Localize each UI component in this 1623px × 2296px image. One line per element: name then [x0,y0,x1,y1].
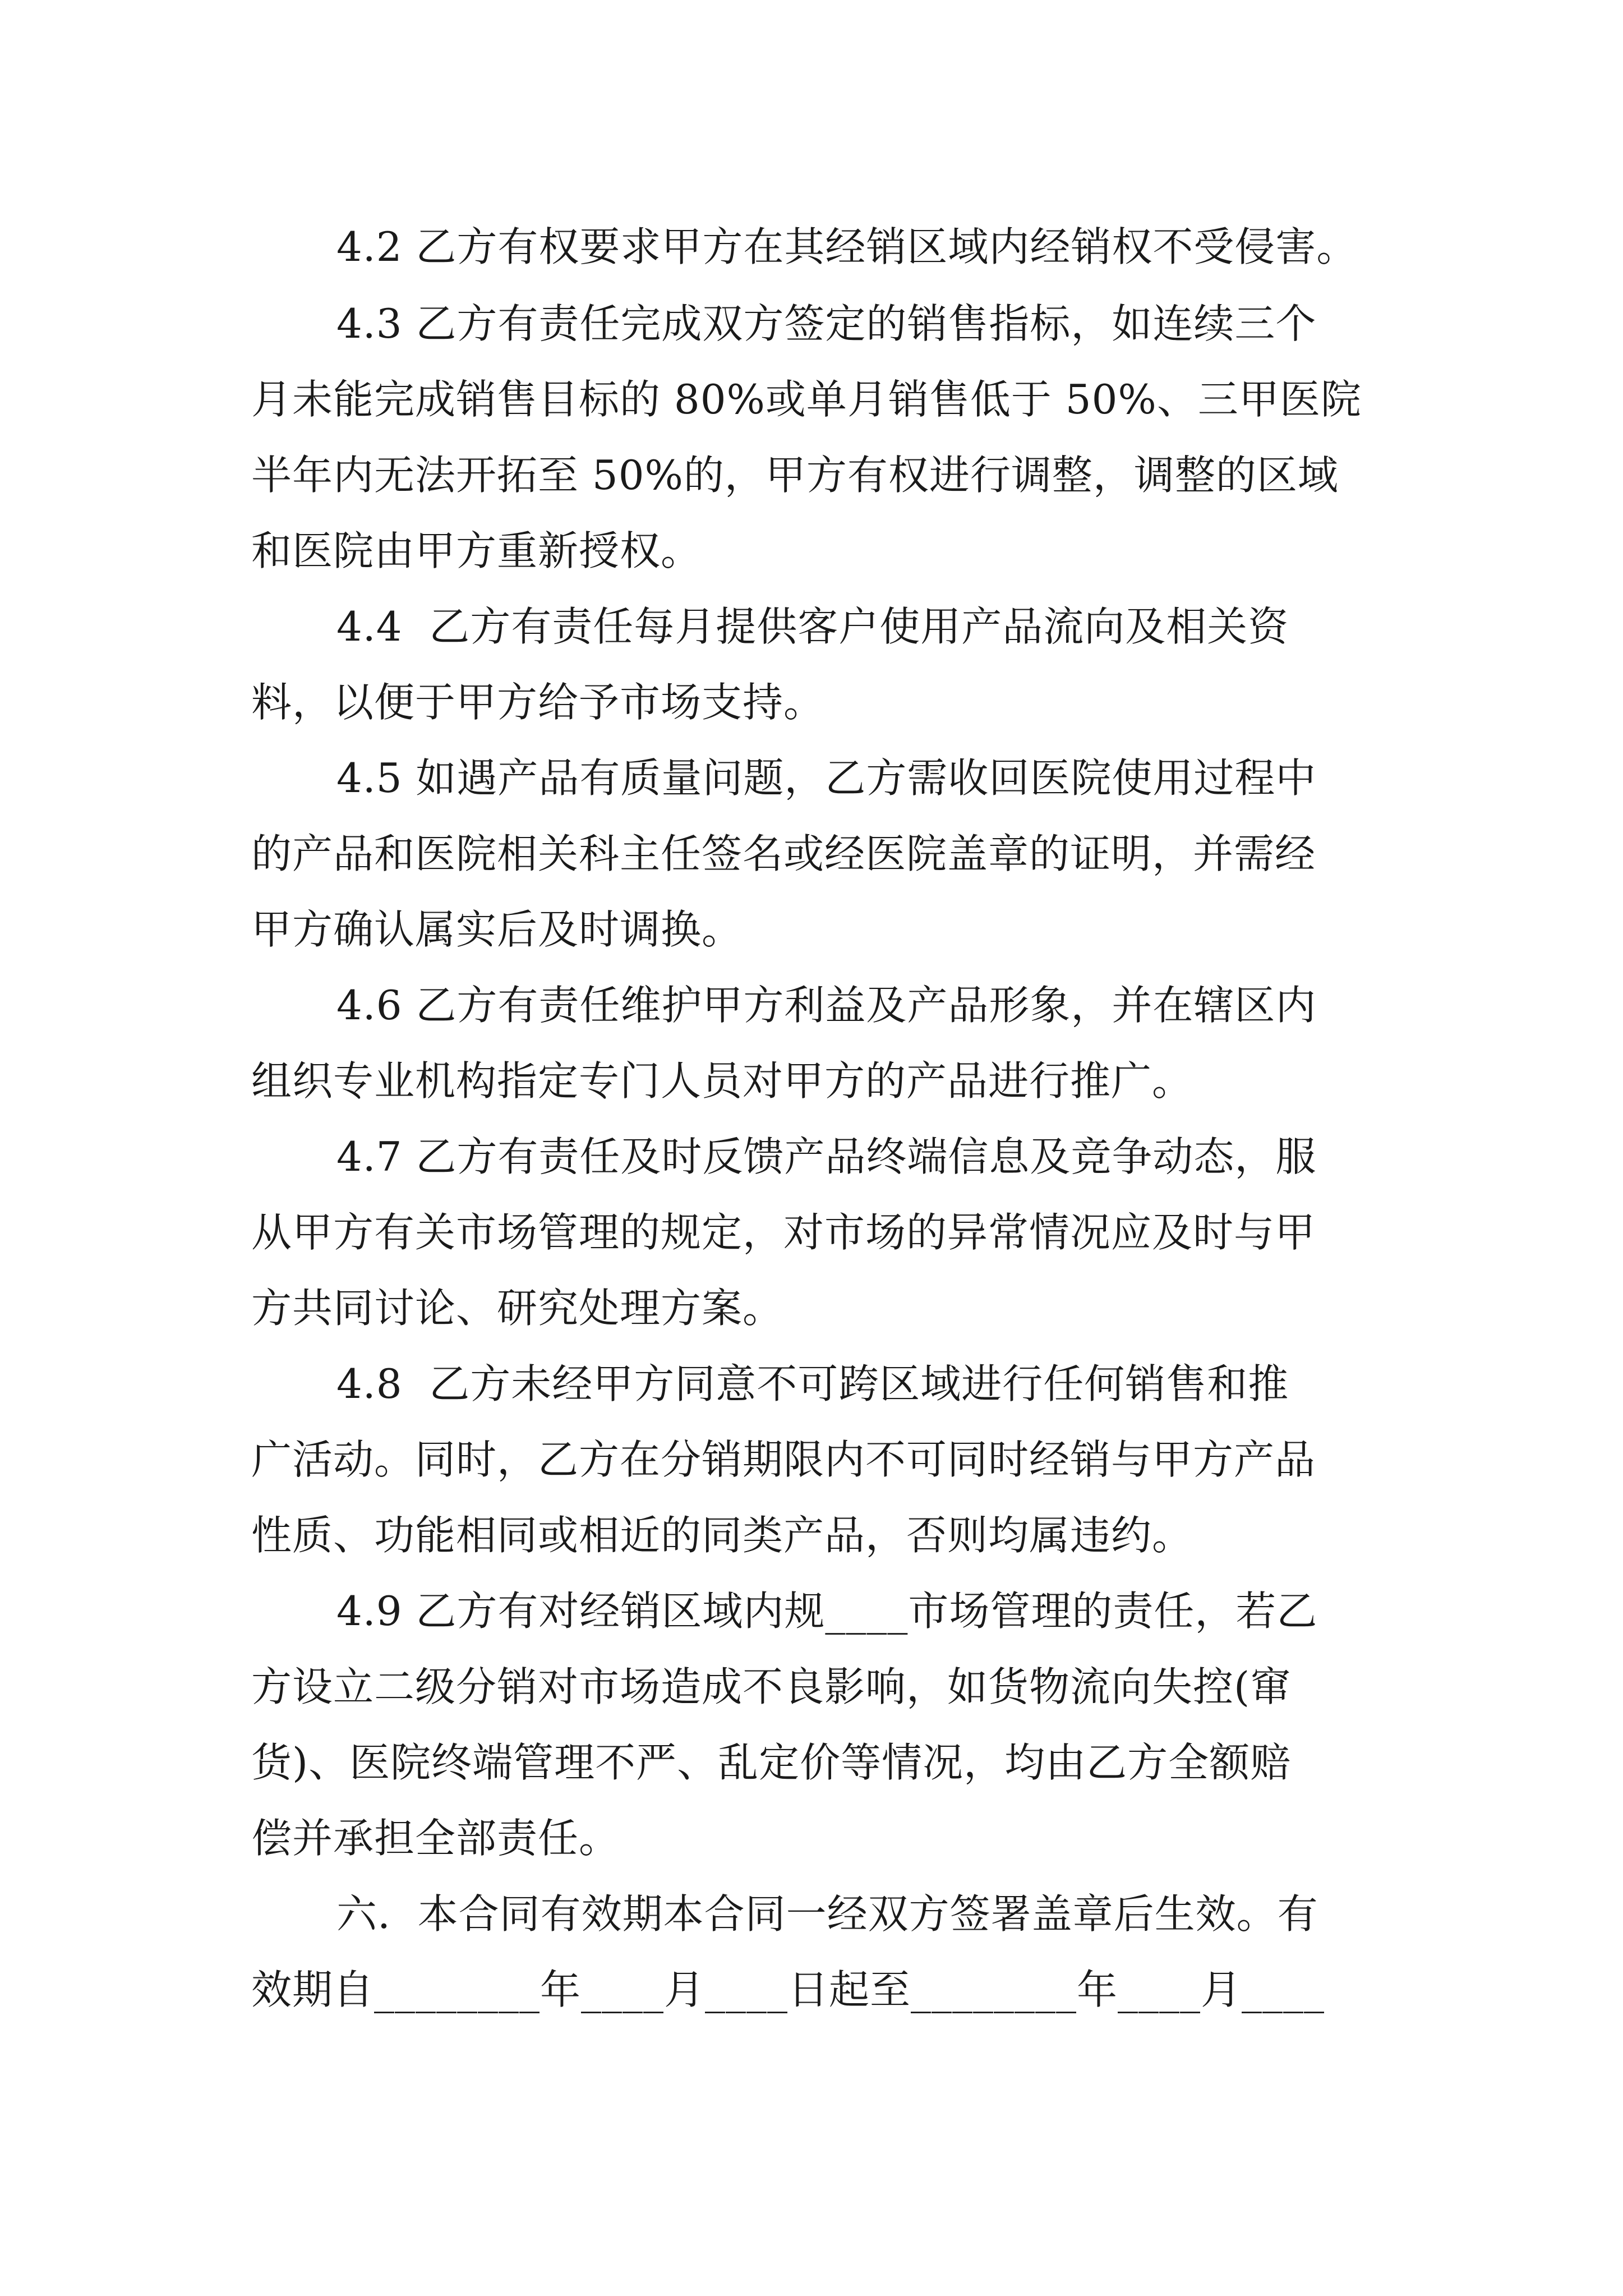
text-line: 组织专业机构指定专门人员对甲方的产品进行推广。 [251,1057,1193,1105]
text-line: 4.5 如遇产品有质量问题，乙方需收回医院使用过程中 [336,754,1317,802]
text-line: 广活动。同时，乙方在分销期限内不可同时经销与甲方产品 [251,1436,1316,1483]
text-line: 从甲方有关市场管理的规定，对市场的异常情况应及时与甲 [251,1209,1316,1256]
text-line: 甲方确认属实后及时调换。 [251,906,743,953]
text-line: 4.3 乙方有责任完成双方签定的销售指标，如连续三个 [336,300,1317,347]
text-line: 月未能完成销售目标的 80%或单月销售低于 50%、三甲医院 [251,376,1362,423]
text-line: 4.4 乙方有责任每月提供客户使用产品流向及相关资 [336,603,1289,650]
text-line: 半年内无法开拓至 50%的，甲方有权进行调整，调整的区域 [251,452,1339,499]
text-line: 4.2 乙方有权要求甲方在其经销区域内经销权不受侵害。 [336,223,1358,270]
text-line: 方设立二级分销对市场造成不良影响，如货物流向失控(窜 [251,1663,1292,1710]
text-line: 4.7 乙方有责任及时反馈产品终端信息及竞争动态，服 [336,1133,1317,1180]
text-line: 4.8 乙方未经甲方同意不可跨区域进行任何销售和推 [336,1360,1289,1407]
text-line: 六. 本合同有效期本合同一经双方签署盖章后生效。有 [336,1890,1318,1938]
text-line: 4.6 乙方有责任维护甲方利益及产品形象，并在辖区内 [336,982,1317,1029]
text-line: 偿并承担全部责任。 [251,1815,620,1862]
text-line: 货)、医院终端管理不严、乱定价等情况，均由乙方全额赔 [251,1739,1292,1786]
text-line: 方共同讨论、研究处理方案。 [251,1285,784,1332]
text-line: 4.9 乙方有对经销区域内规____市场管理的责任，若乙 [336,1588,1318,1635]
text-line: 的产品和医院相关科主任签名或经医院盖章的证明，并需经 [251,830,1316,877]
text-line: 性质、功能相同或相近的同类产品，否则均属违约。 [251,1512,1193,1559]
text-line: 效期自________年____月____日起至________年____月____ [251,1966,1325,2013]
text-line: 料，以便于甲方给予市场支持。 [251,679,825,726]
text-line: 和医院由甲方重新授权。 [251,527,702,574]
